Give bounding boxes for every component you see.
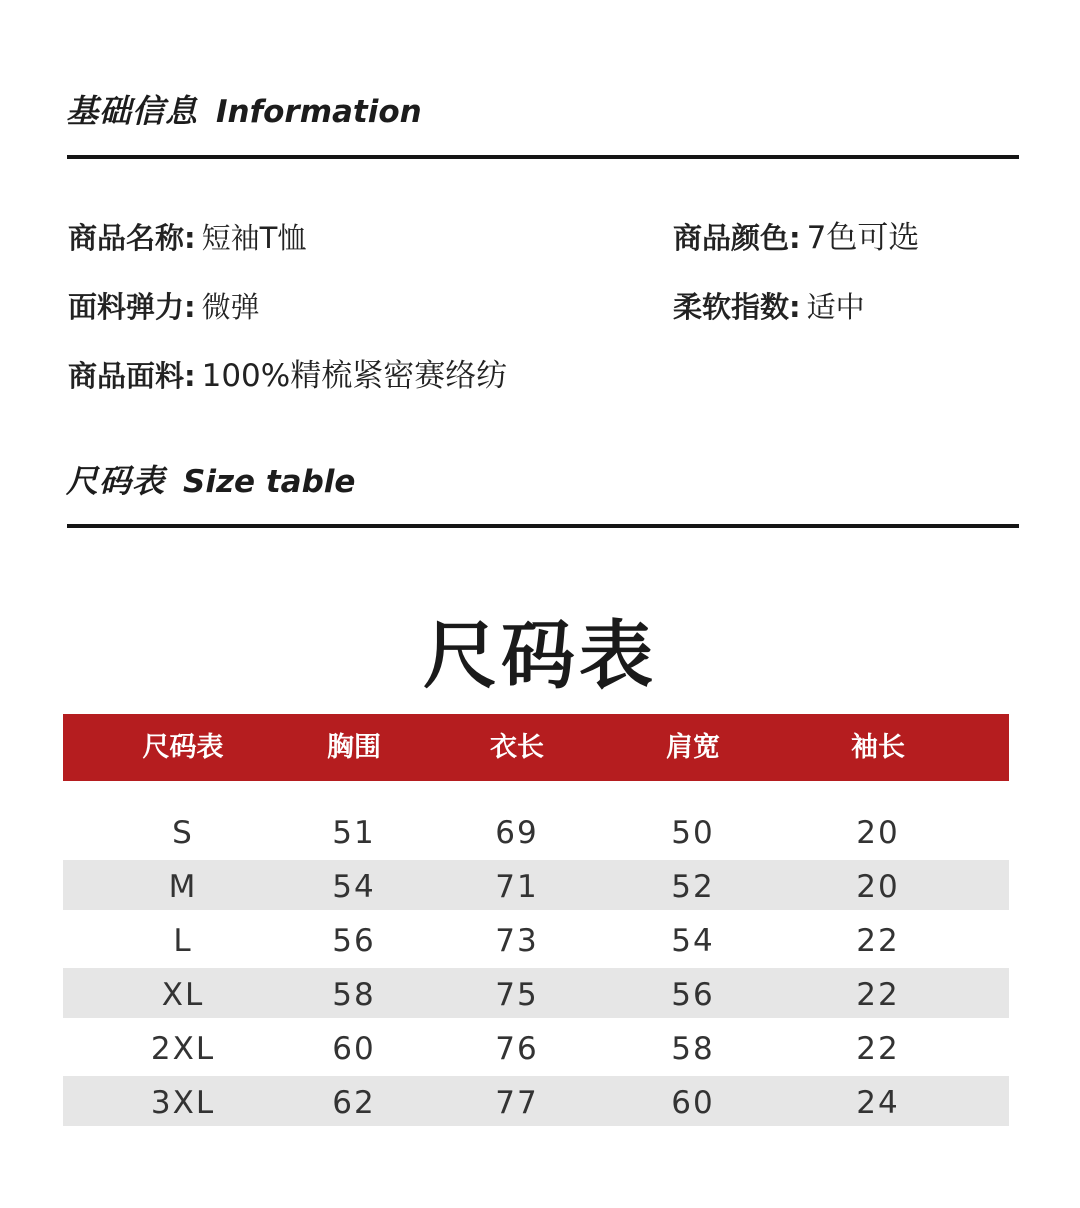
header-sleeve: 袖长 bbox=[851, 732, 905, 763]
product-name-row bbox=[68, 218, 306, 258]
table-row bbox=[63, 860, 1009, 910]
table-cell: L bbox=[173, 923, 193, 959]
table-cell: 22 bbox=[856, 977, 900, 1013]
size-table bbox=[63, 714, 1009, 1187]
info-section-heading bbox=[66, 86, 422, 132]
table-row bbox=[63, 1076, 1009, 1126]
header-size: 尺码表 bbox=[142, 732, 224, 763]
table-cell: 24 bbox=[856, 1085, 900, 1121]
product-color-row bbox=[673, 218, 919, 258]
table-cell: 50 bbox=[671, 815, 715, 851]
size-divider bbox=[67, 524, 1019, 528]
table-cell: 75 bbox=[495, 977, 539, 1013]
fabric-value: 100%精梳紧密赛络纺 bbox=[201, 358, 508, 394]
table-cell: 20 bbox=[856, 869, 900, 905]
table-cell: 58 bbox=[671, 1031, 715, 1067]
size-heading-zh: 尺码表 bbox=[66, 462, 166, 500]
table-row bbox=[63, 914, 1009, 964]
fabric-stretch-value: 微弹 bbox=[201, 290, 260, 324]
size-table-header bbox=[63, 714, 1009, 781]
product-color-label: 商品颜色: bbox=[673, 221, 801, 255]
table-cell: 52 bbox=[671, 869, 715, 905]
softness-row bbox=[673, 287, 865, 327]
fabric-label: 商品面料: bbox=[68, 359, 196, 393]
table-cell: 20 bbox=[856, 815, 900, 851]
table-cell: 56 bbox=[671, 977, 715, 1013]
table-cell: 77 bbox=[495, 1085, 539, 1121]
fabric-row bbox=[68, 356, 507, 396]
table-cell: 69 bbox=[495, 815, 539, 851]
product-name-label: 商品名称: bbox=[68, 221, 196, 255]
softness-label: 柔软指数: bbox=[673, 290, 801, 324]
table-cell: 54 bbox=[332, 869, 376, 905]
table-cell: 22 bbox=[856, 1031, 900, 1067]
table-row bbox=[63, 968, 1009, 1018]
table-cell: 54 bbox=[671, 923, 715, 959]
header-shoulder: 肩宽 bbox=[666, 732, 720, 763]
table-cell: 3XL bbox=[150, 1085, 216, 1121]
table-cell: 76 bbox=[495, 1031, 539, 1067]
table-cell: 71 bbox=[495, 869, 539, 905]
info-heading-zh: 基础信息 bbox=[66, 92, 199, 130]
fabric-stretch-label: 面料弹力: bbox=[68, 290, 196, 324]
table-cell: XL bbox=[161, 977, 205, 1013]
table-cell: 58 bbox=[332, 977, 376, 1013]
table-cell: 73 bbox=[495, 923, 539, 959]
softness-value: 适中 bbox=[806, 290, 865, 324]
table-cell: 60 bbox=[332, 1031, 376, 1067]
table-cell: 22 bbox=[856, 923, 900, 959]
size-heading-en: Size table bbox=[183, 464, 356, 500]
size-table-body bbox=[63, 781, 1009, 1187]
fabric-stretch-row bbox=[68, 287, 260, 327]
header-length: 衣长 bbox=[490, 732, 544, 763]
size-section-heading bbox=[66, 456, 355, 502]
size-table-title: 尺码表 bbox=[423, 613, 657, 699]
table-cell: S bbox=[172, 815, 194, 851]
table-row bbox=[63, 806, 1009, 856]
product-name-value: 短袖T恤 bbox=[201, 221, 307, 255]
table-cell: 56 bbox=[332, 923, 376, 959]
info-heading-en: Information bbox=[216, 94, 422, 130]
table-cell: 60 bbox=[671, 1085, 715, 1121]
table-cell: 2XL bbox=[150, 1031, 216, 1067]
info-divider bbox=[67, 155, 1019, 159]
header-chest: 胸围 bbox=[327, 732, 381, 763]
table-cell: 51 bbox=[332, 815, 376, 851]
product-color-value: 7色可选 bbox=[806, 220, 920, 256]
table-cell: 62 bbox=[332, 1085, 376, 1121]
table-row bbox=[63, 1022, 1009, 1072]
table-cell: M bbox=[168, 869, 198, 905]
